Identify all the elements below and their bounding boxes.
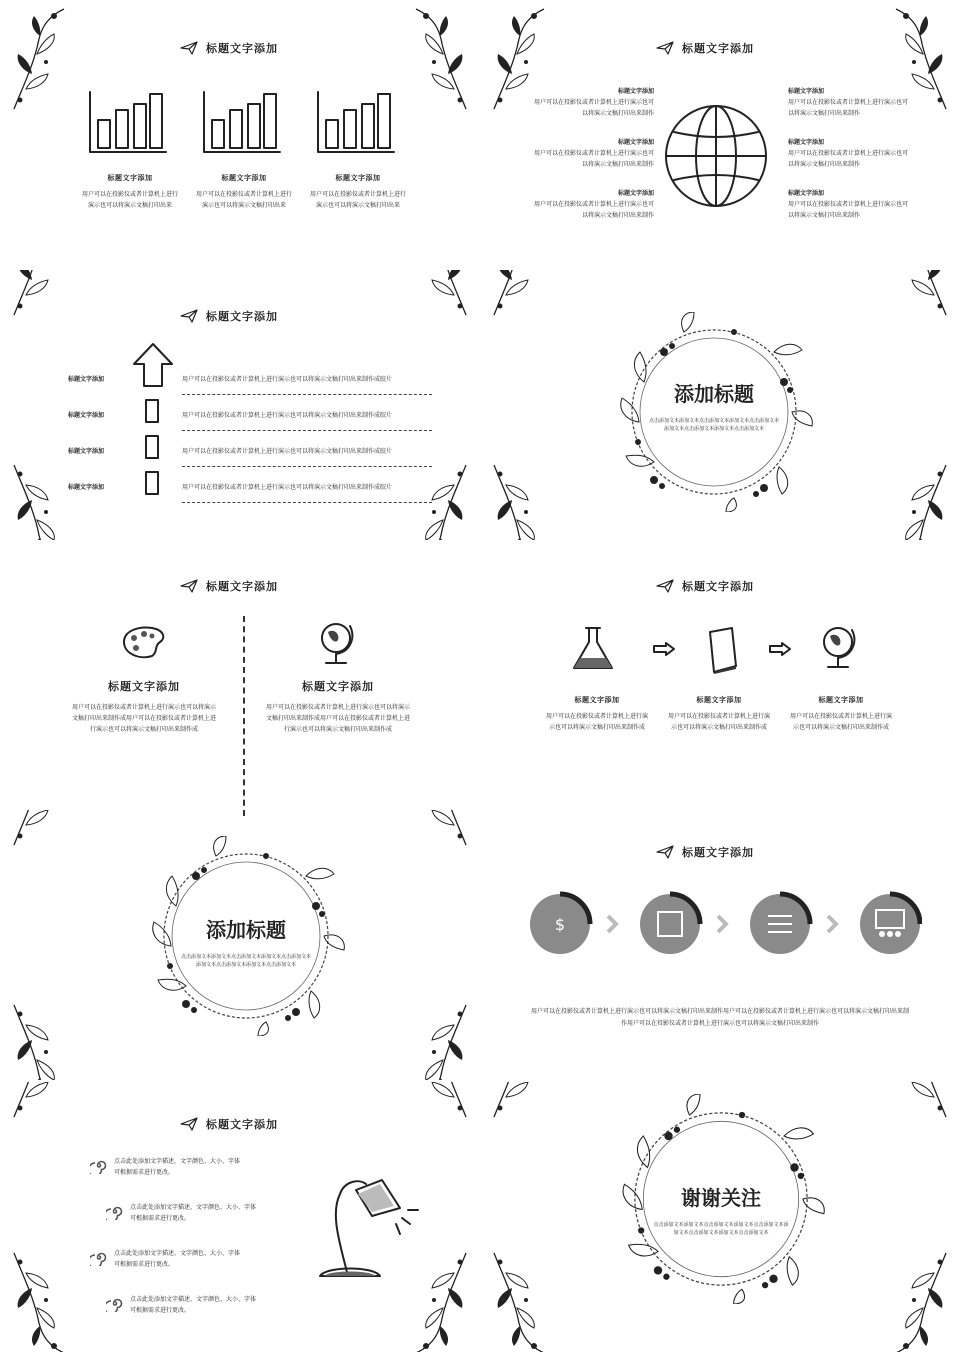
flask-icon bbox=[570, 624, 616, 674]
globe-icon bbox=[660, 100, 772, 212]
wreath-content: 添加标题 点击添加文本添加文本点击添加文本添加文本点击添加文本添加文本点击添加文本添加文本点击添加文本 bbox=[648, 382, 779, 432]
slide-title: 标题文字添加 bbox=[656, 40, 754, 56]
list-item: 点击此处添加文字描述，文字颜色、大小、字体可根据需求进行更改。 bbox=[90, 1156, 270, 1202]
vine-decoration-icon bbox=[406, 270, 476, 320]
list-item: 标题文字添加 用户可以在投影仪或者计算机上进行演示也可以将演示文稿打印出来制作成胶片 bbox=[68, 482, 438, 518]
list-item: 标题文字添加 用户可以在投影仪或者计算机上进行演示也可以将演示文稿打印出来制作成胶片 bbox=[68, 446, 438, 482]
list bbox=[68, 374, 438, 518]
column-item: 标题文字添加 用户可以在投影仪或者计算机上进行演示也可以将演示文稿打印出来制作成用户可以在投影仪或者计算机上进行演示也可以将演示文稿打印出来制作成 bbox=[72, 680, 217, 733]
slide-title: 标题文字添加 bbox=[180, 578, 278, 594]
slide-title: 标题文字添加 bbox=[656, 578, 754, 594]
slide-wreath-title bbox=[0, 810, 480, 1080]
list-item: 点击此处添加文字描述，文字颜色、大小、字体可根据需求进行更改。 bbox=[106, 1294, 270, 1340]
vine-decoration-icon bbox=[4, 1082, 74, 1122]
desk-globe-icon bbox=[316, 620, 360, 666]
vine-decoration-icon bbox=[406, 1082, 476, 1122]
slide-thanks bbox=[480, 1082, 960, 1352]
vine-decoration-icon bbox=[4, 1248, 74, 1352]
vine-decoration-icon bbox=[4, 460, 74, 540]
slide-wreath-title bbox=[480, 270, 960, 540]
slide-title: 标题文字添加 bbox=[180, 1116, 278, 1132]
bullet-list bbox=[90, 1156, 270, 1340]
desk-lamp-icon bbox=[300, 1164, 430, 1294]
vine-decoration-icon bbox=[4, 270, 74, 320]
vine-decoration-icon bbox=[484, 1248, 554, 1352]
wreath-content: 谢谢关注 点击添加文本添加文本点击添加文本添加文本点击添加文本添加文本点击添加文本添加文本点击添加文本 bbox=[653, 1186, 789, 1236]
column-item: 标题文字添加 用户可以在投影仪或者计算机上进行演示也可以将演示文稿打印出来制作成用户可以在投影仪或者计算机上进行演示也可以将演示文稿打印出来制作成 bbox=[266, 680, 411, 733]
circle-step-row bbox=[522, 886, 922, 962]
vine-decoration-icon bbox=[886, 1248, 956, 1352]
slide-circle-steps bbox=[480, 810, 960, 1080]
slide-process bbox=[480, 570, 960, 840]
list-item: 标题文字添加 用户可以在投影仪或者计算机上进行演示也可以将演示文稿打印出来制作成胶片 bbox=[68, 374, 438, 410]
column-item: 标题文字添加 用户可以在投影仪或者计算机上进行演示也可以将演示文稿打印出来 bbox=[82, 174, 179, 209]
vine-decoration-icon bbox=[886, 1082, 956, 1122]
column-item: 标题文字添加 用户可以在投影仪或者计算机上进行演示也可以将演示文稿打印出来 bbox=[310, 174, 407, 209]
vine-decoration-icon bbox=[4, 4, 74, 114]
step-item: 标题文字添加 用户可以在投影仪或者计算机上进行演示也可以将演示文稿打印出来制作成 bbox=[667, 696, 770, 731]
vine-decoration-icon bbox=[886, 270, 956, 320]
paper-plane-icon bbox=[180, 579, 198, 593]
column-divider bbox=[243, 616, 245, 816]
swirl-icon bbox=[106, 1294, 124, 1312]
arrow-right-icon bbox=[652, 642, 676, 656]
slide-title: 标题文字添加 bbox=[180, 308, 278, 324]
slide-title: 标题文字添加 bbox=[180, 40, 278, 56]
list-item: 点击此处添加文字描述，文字颜色、大小、字体可根据需求进行更改。 bbox=[90, 1248, 270, 1294]
bar-chart-icon bbox=[316, 90, 396, 156]
slide-title: 标题文字添加 bbox=[656, 844, 754, 860]
presentation-circle-icon bbox=[860, 894, 920, 954]
vine-decoration-icon bbox=[4, 810, 74, 850]
vine-decoration-icon bbox=[4, 1000, 74, 1080]
vine-decoration-icon bbox=[484, 270, 554, 320]
svg-text:$: $ bbox=[554, 915, 566, 934]
vine-decoration-icon bbox=[886, 460, 956, 540]
slide-arrow-list bbox=[0, 270, 480, 540]
vine-decoration-icon bbox=[406, 810, 476, 850]
document-circle-icon bbox=[750, 894, 810, 954]
paper-plane-icon bbox=[656, 41, 674, 55]
slide-bar-charts bbox=[0, 0, 480, 270]
right-text-group: 标题文字添加 用户可以在投影仪或者计算机上进行演示也可以将演示文稿打印出来制作 标题文字添加 用户可以在投影仪或者计算机上进行演示也可以将演示文稿打印出来制作 标题文字添加 用户可以在投影仪或者计算机上进行演示也可以将演示文稿打印出来制作 bbox=[788, 88, 909, 219]
book-icon bbox=[706, 626, 740, 674]
vine-decoration-icon bbox=[406, 4, 476, 114]
paint-palette-icon bbox=[118, 624, 168, 660]
list-item: 点击此处添加文字描述，文字颜色、大小、字体可根据需求进行更改。 bbox=[106, 1202, 270, 1248]
column-item: 标题文字添加 用户可以在投影仪或者计算机上进行演示也可以将演示文稿打印出来 bbox=[196, 174, 293, 209]
paper-plane-icon bbox=[180, 309, 198, 323]
vine-decoration-icon bbox=[406, 1000, 476, 1080]
step-item: 标题文字添加 用户可以在投影仪或者计算机上进行演示也可以将演示文稿打印出来制作成 bbox=[545, 696, 648, 731]
vine-decoration-icon bbox=[484, 460, 554, 540]
paper-plane-icon bbox=[656, 579, 674, 593]
slide-globe bbox=[480, 0, 960, 270]
dollar-circle-icon bbox=[530, 894, 590, 954]
list-item: 标题文字添加 用户可以在投影仪或者计算机上进行演示也可以将演示文稿打印出来制作成胶片 bbox=[68, 410, 438, 446]
slide-two-columns bbox=[0, 570, 480, 840]
building-circle-icon bbox=[640, 894, 700, 954]
bar-chart-icon bbox=[88, 90, 168, 156]
vine-decoration-icon bbox=[484, 1082, 554, 1122]
paper-plane-icon bbox=[656, 845, 674, 859]
wreath-content: 添加标题 点击添加文本添加文本点击添加文本添加文本点击添加文本添加文本点击添加文本添加文本点击添加文本 bbox=[180, 918, 311, 968]
arrow-right-icon bbox=[768, 642, 792, 656]
paper-plane-icon bbox=[180, 1117, 198, 1131]
step-item: 标题文字添加 用户可以在投影仪或者计算机上进行演示也可以将演示文稿打印出来制作成 bbox=[789, 696, 892, 731]
left-text-group: 标题文字添加 用户可以在投影仪或者计算机上进行演示也可以将演示文稿打印出来制作 标题文字添加 用户可以在投影仪或者计算机上进行演示也可以将演示文稿打印出来制作 标题文字添加 用户可以在投影仪或者计算机上进行演示也可以将演示文稿打印出来制作 bbox=[533, 88, 654, 219]
swirl-icon bbox=[90, 1156, 108, 1174]
swirl-icon bbox=[106, 1202, 124, 1220]
slide-lamp-list bbox=[0, 1082, 480, 1352]
bar-chart-icon bbox=[202, 90, 282, 156]
description-text: 用户可以在投影仪或者计算机上进行演示也可以将演示文稿打印出来制作用户可以在投影仪或者计算机上进行演示也可以将演示文稿打印出来制作用户可以在投影仪或者计算机上进行演示也可以将演示文稿打印出来制作 bbox=[530, 1008, 909, 1027]
desk-globe-icon bbox=[818, 624, 862, 670]
paper-plane-icon bbox=[180, 41, 198, 55]
swirl-icon bbox=[90, 1248, 108, 1266]
